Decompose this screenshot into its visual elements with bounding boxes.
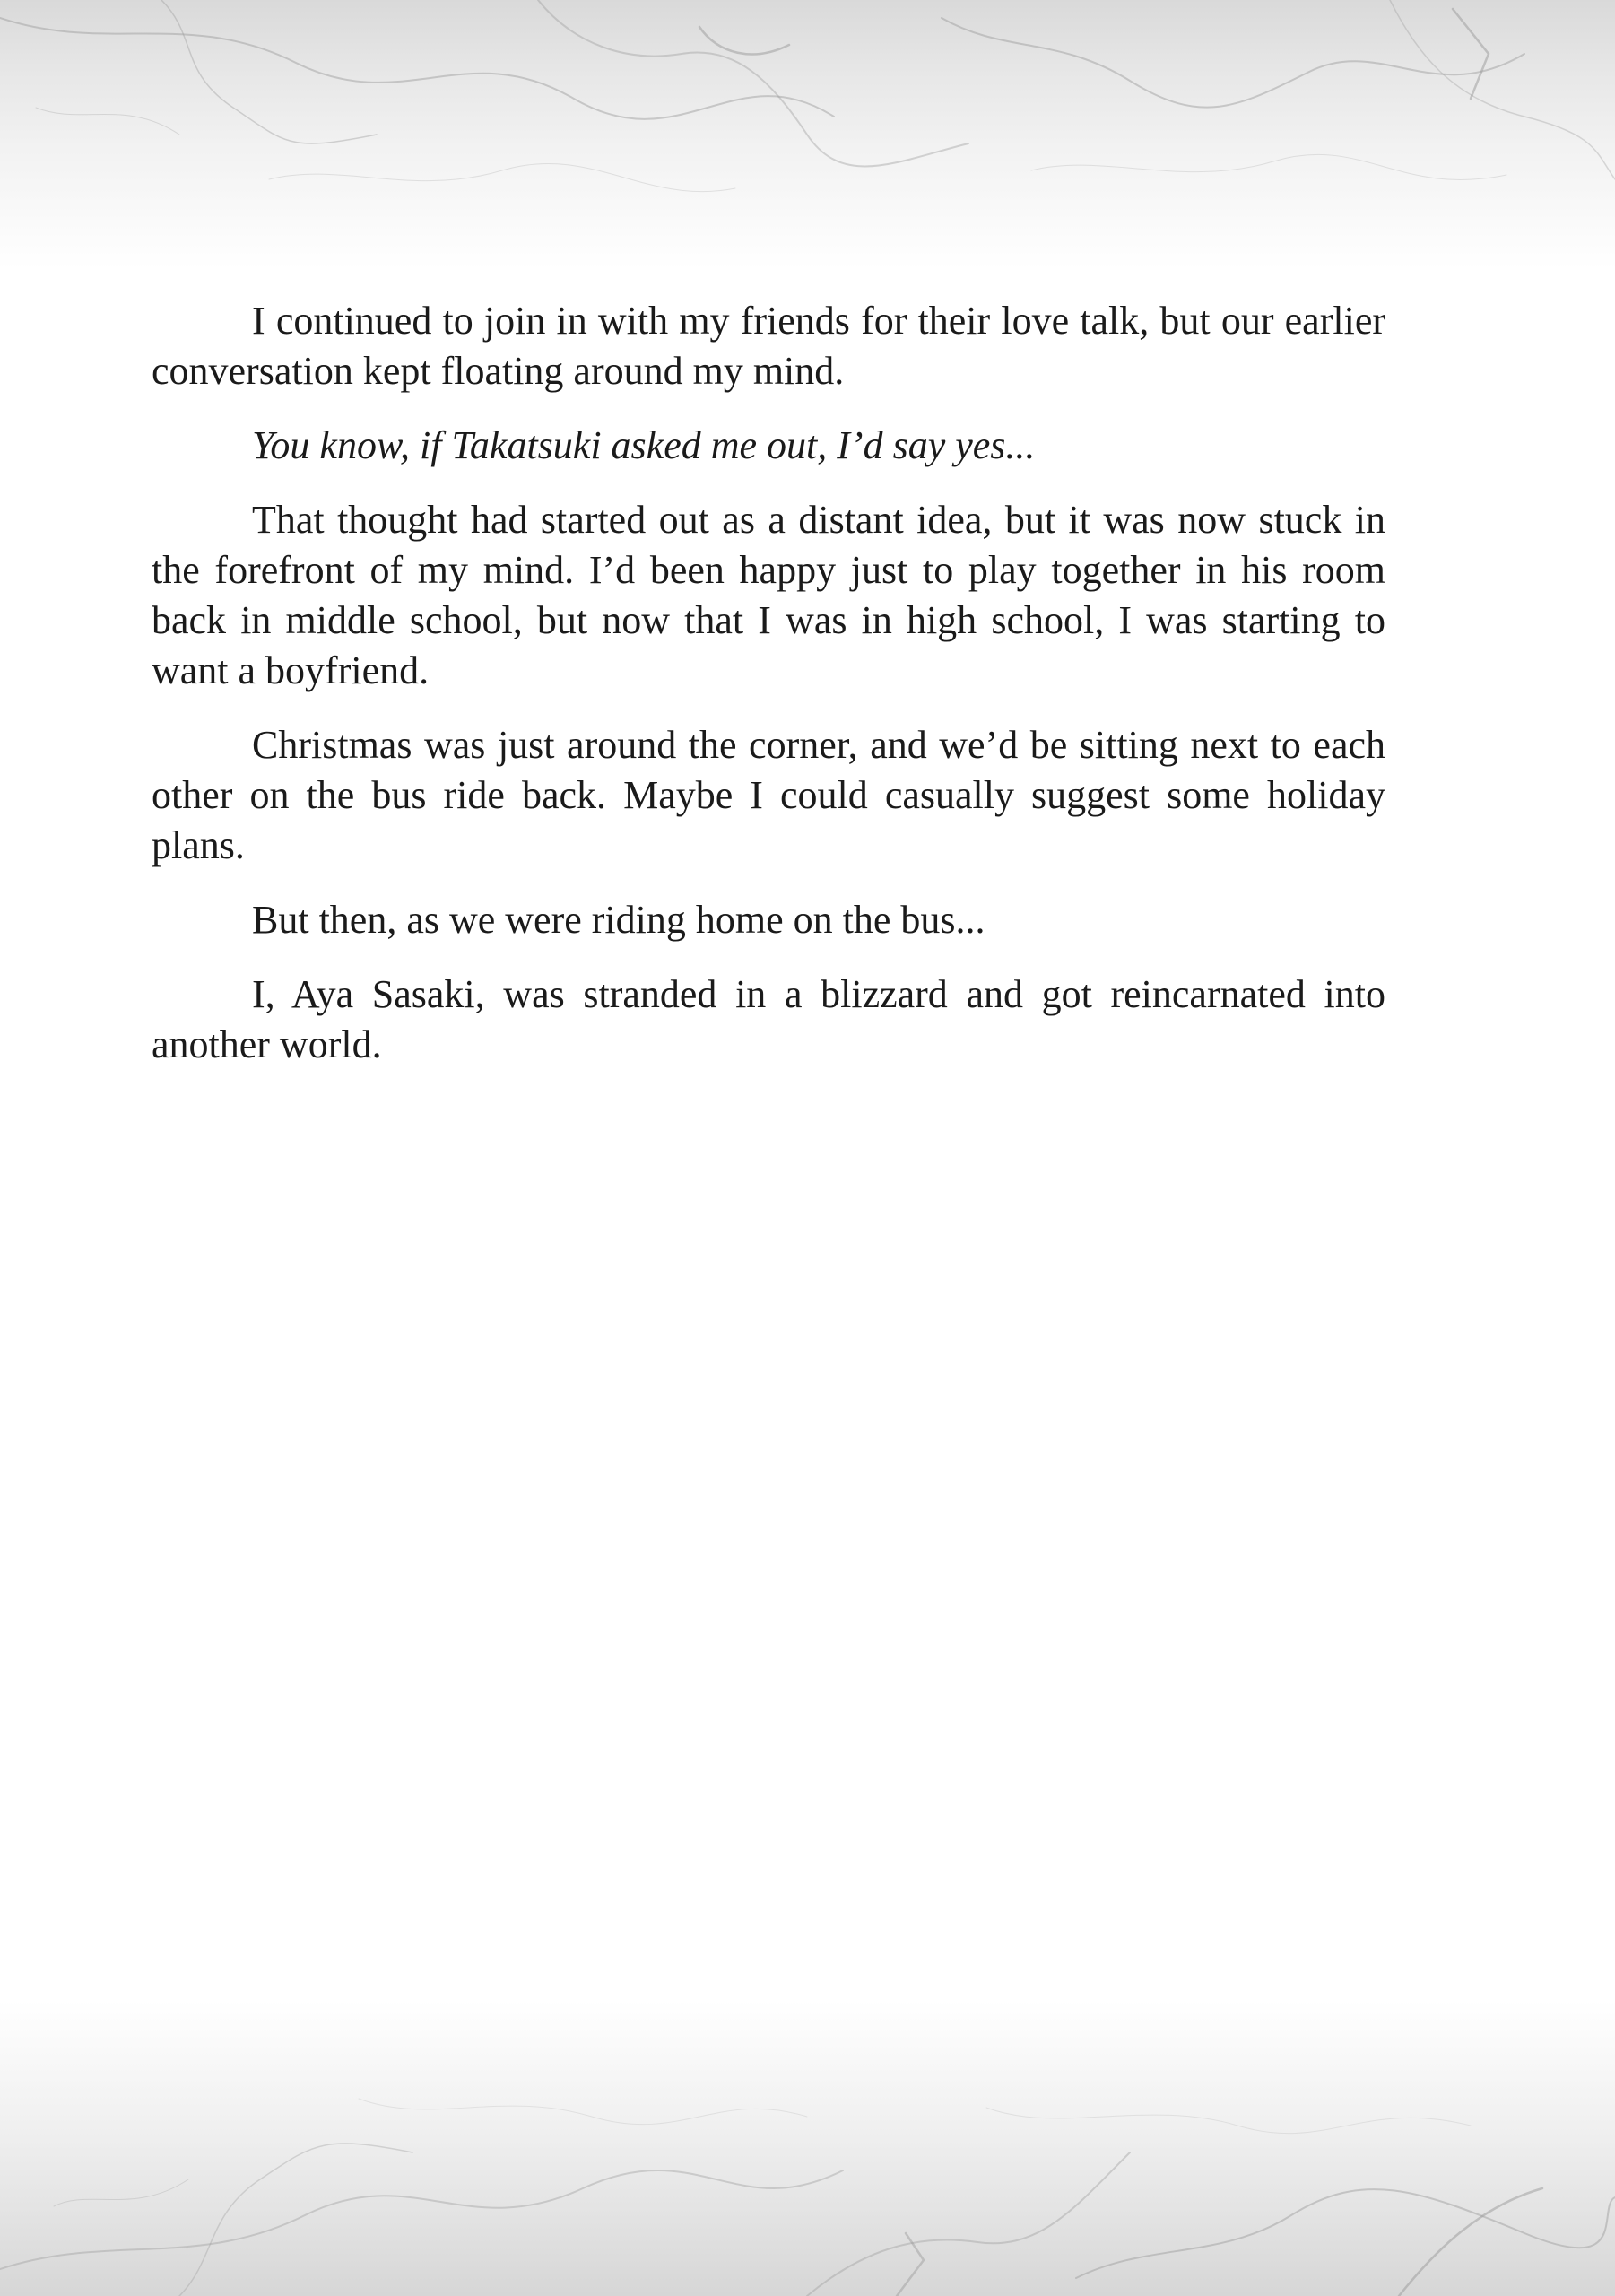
marble-veins-top [0,0,1615,269]
marble-veins-bottom [0,2000,1615,2296]
body-text [152,296,1385,1094]
paragraph-4: Christmas was just around the corner, and we’d be sitting next to each other on the bus ride back. Maybe I could casually suggest some holiday plans. [152,723,1385,867]
paragraph-1: I continued to join in with my friends for their love talk, but our earlier conversation kept floating around my mind. [152,299,1385,393]
paragraph-3: That thought had started out as a distant idea, but it was now stuck in the forefront of my mind. I’d been happy just to play together in his room back in middle school, but now that I was in high school, I was starting to want a boyfriend. [152,498,1385,692]
marble-footer-decoration [0,2000,1615,2296]
marble-header-decoration [0,0,1615,269]
paragraph-5: But then, as we were riding home on the bus... [252,898,985,942]
paragraph-2-italic-thought: You know, if Takatsuki asked me out, I’d say yes... [252,423,1036,467]
paragraph-6: I, Aya Sasaki, was stranded in a blizzard and got reincarnated into another world. [152,972,1385,1066]
